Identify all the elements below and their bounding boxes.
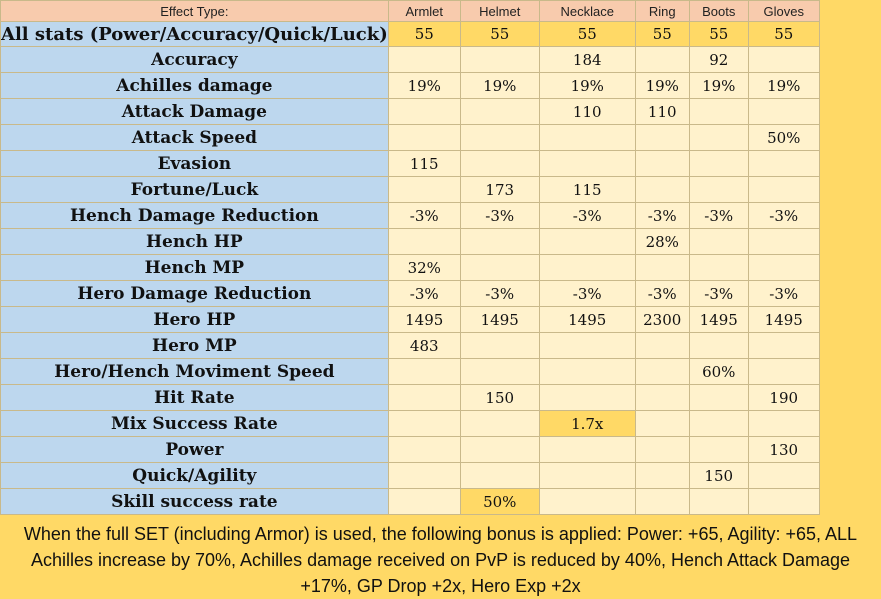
row-label: Mix Success Rate xyxy=(1,411,389,437)
table-row xyxy=(1,47,820,73)
table-cell xyxy=(748,151,819,177)
table-cell xyxy=(388,489,460,515)
table-cell xyxy=(689,437,748,463)
table-cell xyxy=(689,411,748,437)
table-cell: -3% xyxy=(635,281,689,307)
table-cell: 55 xyxy=(460,22,539,47)
table-cell: -3% xyxy=(539,203,635,229)
table-cell xyxy=(689,151,748,177)
table-row xyxy=(1,99,820,125)
table-cell xyxy=(748,333,819,359)
table-cell xyxy=(539,125,635,151)
row-label: Hench HP xyxy=(1,229,389,255)
table-cell xyxy=(748,359,819,385)
table-cell xyxy=(748,229,819,255)
table-cell: 55 xyxy=(539,22,635,47)
table-row xyxy=(1,463,820,489)
table-cell xyxy=(460,255,539,281)
table-cell: 1495 xyxy=(539,307,635,333)
row-label: Hero HP xyxy=(1,307,389,333)
table-cell xyxy=(460,229,539,255)
column-header-ring: Ring xyxy=(635,1,689,22)
table-cell xyxy=(388,437,460,463)
column-header-necklace: Necklace xyxy=(539,1,635,22)
table-cell xyxy=(635,177,689,203)
table-cell xyxy=(635,437,689,463)
table-cell: 110 xyxy=(539,99,635,125)
table-cell xyxy=(460,47,539,73)
table-cell xyxy=(748,255,819,281)
row-label: Achilles damage xyxy=(1,73,389,99)
table-cell xyxy=(748,411,819,437)
table-cell: 19% xyxy=(388,73,460,99)
table-cell: 2300 xyxy=(635,307,689,333)
table-cell xyxy=(539,229,635,255)
set-bonus-footer: When the full SET (including Armor) is used, the following bonus is applied: Power: +65, Agility: +65, ALL Achilles increase by 70%, Achilles damage received on PvP is reduced by 40%, Hench Attack Damage +17%, GP Drop +2x, Hero Exp +2x xyxy=(23,524,858,596)
table-cell: 1495 xyxy=(460,307,539,333)
row-label: Attack Damage xyxy=(1,99,389,125)
table-row xyxy=(1,203,820,229)
table-row xyxy=(1,73,820,99)
table-cell xyxy=(539,385,635,411)
table-cell: -3% xyxy=(460,203,539,229)
table-cell: 60% xyxy=(689,359,748,385)
table-cell: 55 xyxy=(748,22,819,47)
row-label: Hench MP xyxy=(1,255,389,281)
table-cell xyxy=(689,489,748,515)
table-cell xyxy=(388,47,460,73)
table-cell xyxy=(388,463,460,489)
table-cell: 1495 xyxy=(748,307,819,333)
table-cell xyxy=(388,385,460,411)
row-label: Accuracy xyxy=(1,47,389,73)
table-row xyxy=(1,359,820,385)
table-cell xyxy=(460,151,539,177)
table-cell: 110 xyxy=(635,99,689,125)
table-cell xyxy=(689,255,748,281)
table-cell: 150 xyxy=(689,463,748,489)
table-cell xyxy=(539,333,635,359)
table-cell: -3% xyxy=(635,203,689,229)
table-row xyxy=(1,255,820,281)
table-cell xyxy=(689,385,748,411)
table-cell xyxy=(460,437,539,463)
column-header-helmet: Helmet xyxy=(460,1,539,22)
row-label: Fortune/Luck xyxy=(1,177,389,203)
table-cell: 483 xyxy=(388,333,460,359)
table-cell xyxy=(689,333,748,359)
table-row xyxy=(1,151,820,177)
row-label: Hero MP xyxy=(1,333,389,359)
column-header-boots: Boots xyxy=(689,1,748,22)
table-cell xyxy=(748,177,819,203)
table-cell: -3% xyxy=(539,281,635,307)
table-cell: 19% xyxy=(460,73,539,99)
table-cell: 115 xyxy=(539,177,635,203)
table-cell xyxy=(539,359,635,385)
table-cell xyxy=(635,255,689,281)
table-cell xyxy=(388,359,460,385)
table-cell xyxy=(539,437,635,463)
table-cell xyxy=(689,99,748,125)
table-cell: -3% xyxy=(689,281,748,307)
table-cell xyxy=(539,463,635,489)
table-cell xyxy=(388,411,460,437)
table-cell: 55 xyxy=(635,22,689,47)
table-cell xyxy=(748,463,819,489)
row-label: Skill success rate xyxy=(1,489,389,515)
table-cell: -3% xyxy=(748,203,819,229)
table-cell xyxy=(635,359,689,385)
table-cell: 115 xyxy=(388,151,460,177)
table-cell xyxy=(388,125,460,151)
table-cell: 55 xyxy=(689,22,748,47)
table-cell: 55 xyxy=(388,22,460,47)
table-cell xyxy=(388,177,460,203)
column-header-armlet: Armlet xyxy=(388,1,460,22)
row-label: Attack Speed xyxy=(1,125,389,151)
table-cell: 32% xyxy=(388,255,460,281)
table-cell xyxy=(635,411,689,437)
table-cell xyxy=(460,411,539,437)
table-cell: 1495 xyxy=(689,307,748,333)
table-row xyxy=(1,437,820,463)
table-cell: 173 xyxy=(460,177,539,203)
table-cell xyxy=(460,333,539,359)
table-row xyxy=(1,22,820,47)
table-cell xyxy=(388,229,460,255)
table-cell: -3% xyxy=(388,281,460,307)
table-cell xyxy=(748,489,819,515)
table-cell xyxy=(539,255,635,281)
row-label: Hench Damage Reduction xyxy=(1,203,389,229)
table-cell: 130 xyxy=(748,437,819,463)
table-row xyxy=(1,385,820,411)
table-cell: 19% xyxy=(689,73,748,99)
table-row xyxy=(1,281,820,307)
row-label: All stats (Power/Accuracy/Quick/Luck) xyxy=(1,23,388,45)
header-row xyxy=(1,1,820,22)
table-cell xyxy=(460,463,539,489)
table-cell xyxy=(748,99,819,125)
table-cell xyxy=(635,385,689,411)
table-cell xyxy=(635,125,689,151)
row-label: Quick/Agility xyxy=(1,463,389,489)
table-cell: 19% xyxy=(748,73,819,99)
table-cell xyxy=(635,489,689,515)
row-label: Hero Damage Reduction xyxy=(1,281,389,307)
table-row xyxy=(1,307,820,333)
table-cell: 92 xyxy=(689,47,748,73)
table-cell xyxy=(635,333,689,359)
table-cell xyxy=(635,463,689,489)
row-label: Hit Rate xyxy=(1,385,389,411)
table-cell: 28% xyxy=(635,229,689,255)
column-header-gloves: Gloves xyxy=(748,1,819,22)
table-row xyxy=(1,489,820,515)
table-row xyxy=(1,177,820,203)
table-cell: -3% xyxy=(388,203,460,229)
table-cell xyxy=(748,47,819,73)
table-cell xyxy=(635,47,689,73)
table-cell xyxy=(689,125,748,151)
table-cell xyxy=(539,151,635,177)
table-row xyxy=(1,229,820,255)
effect-type-header: Effect Type: xyxy=(1,1,389,22)
table-cell xyxy=(635,151,689,177)
row-label: Evasion xyxy=(1,151,389,177)
row-label: Hero/Hench Moviment Speed xyxy=(1,359,389,385)
table-cell: 50% xyxy=(748,125,819,151)
table-cell: 150 xyxy=(460,385,539,411)
table-cell: -3% xyxy=(460,281,539,307)
table-row xyxy=(1,333,820,359)
table-cell xyxy=(689,177,748,203)
table-row xyxy=(1,125,820,151)
table-row xyxy=(1,411,820,437)
table-cell: 19% xyxy=(539,73,635,99)
table-cell xyxy=(460,99,539,125)
table-cell xyxy=(539,489,635,515)
row-label: Power xyxy=(1,437,389,463)
table-cell: 19% xyxy=(635,73,689,99)
table-cell: -3% xyxy=(689,203,748,229)
table-cell: 1.7x xyxy=(539,411,635,437)
table-cell: 1495 xyxy=(388,307,460,333)
table-cell: -3% xyxy=(748,281,819,307)
table-cell xyxy=(460,125,539,151)
table-cell: 50% xyxy=(460,489,539,515)
table-cell xyxy=(460,359,539,385)
table-cell: 184 xyxy=(539,47,635,73)
table-cell: 190 xyxy=(748,385,819,411)
table-cell xyxy=(689,229,748,255)
table-cell xyxy=(388,99,460,125)
